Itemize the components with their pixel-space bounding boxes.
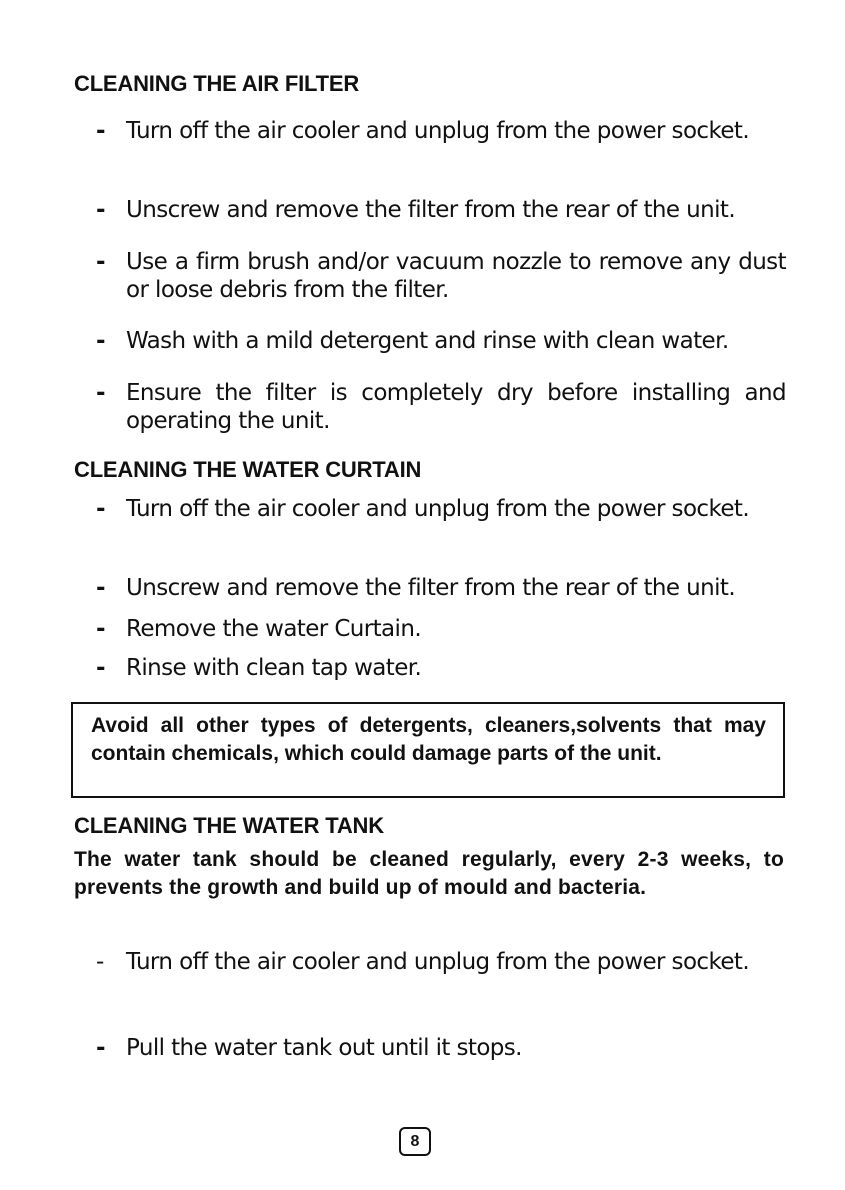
list-item [96, 327, 786, 355]
list-item [96, 1034, 786, 1062]
list-item [96, 117, 786, 145]
section-heading-water-tank: CLEANING THE WATER TANK [74, 813, 384, 838]
bullet-dash: - [96, 655, 105, 681]
bullet-dash: - [96, 328, 105, 354]
list-item [96, 615, 786, 643]
list-item-text: Turn off the air cooler and unplug from the power socket. [126, 496, 750, 522]
list-item-text: Turn off the air cooler and unplug from the power socket. [126, 118, 750, 144]
list-item [96, 248, 786, 304]
list-item-text: Remove the water Curtain. [126, 616, 422, 642]
list-item-text: Wash with a mild detergent and rinse with clean water. [126, 328, 729, 354]
list-item-text: Pull the water tank out until it stops. [126, 1035, 522, 1061]
bullet-dash: - [96, 118, 105, 144]
bullet-dash: - [96, 197, 105, 223]
list-item [96, 574, 786, 602]
list-item-text: Ensure the filter is completely dry before installing and operating the unit. [126, 380, 786, 434]
page-number: 8 [399, 1127, 431, 1156]
section-heading-water-curtain: CLEANING THE WATER CURTAIN [74, 457, 422, 482]
list-item-text: Use a firm brush and/or vacuum nozzle to remove any dust or loose debris from the filter. [126, 249, 786, 303]
list-item [96, 379, 786, 435]
section-heading-air-filter: CLEANING THE AIR FILTER [74, 71, 360, 96]
bullet-dash: - [96, 249, 105, 275]
list-item [96, 654, 786, 682]
bullet-dash: - [96, 949, 104, 975]
bullet-dash: - [96, 496, 105, 522]
bullet-dash: - [96, 616, 105, 642]
bullet-dash: - [96, 575, 105, 601]
list-item-text: Unscrew and remove the filter from the rear of the unit. [126, 575, 736, 601]
bullet-dash: - [96, 1035, 105, 1061]
list-item [96, 196, 786, 224]
warning-notice-text: Avoid all other types of detergents, cleaners,solvents that may contain chemicals, which could damage parts of the unit. [91, 714, 766, 765]
warning-notice-box [71, 702, 785, 798]
water-tank-intro: The water tank should be cleaned regularly, every 2-3 weeks, to prevents the growth and build up of mould and bacteria. [74, 848, 784, 899]
list-item [96, 495, 786, 523]
list-item-text: Rinse with clean tap water. [126, 655, 422, 681]
list-item-text: Unscrew and remove the filter from the rear of the unit. [126, 197, 736, 223]
list-item [96, 948, 786, 976]
bullet-dash: - [96, 380, 105, 406]
list-item-text: Turn off the air cooler and unplug from the power socket. [126, 949, 750, 975]
